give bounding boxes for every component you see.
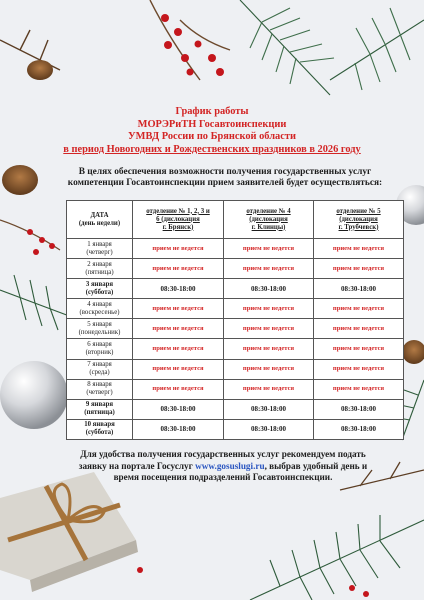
cell-date-day: 8 января [87, 381, 112, 389]
header-date [67, 201, 133, 239]
cell-date-weekday: (понедельник) [78, 328, 121, 336]
cell-hours: 08:30-18:00 [133, 279, 224, 299]
title-line: УМВД России по Брянской области [128, 131, 296, 143]
header-line: отделение № 4 [246, 207, 291, 215]
title-line: МОРЭРиТН Госавтоинспекции [137, 118, 287, 130]
pine-cone-icon [2, 165, 38, 195]
table-row [67, 259, 404, 279]
cell-hours: прием не ведется [314, 359, 404, 379]
cell-hours: прием не ведется [314, 299, 404, 319]
cell-hours: прием не ведется [133, 259, 224, 279]
table-row [67, 379, 404, 399]
header-line: отделение № 1, 2, 3 и [146, 207, 210, 215]
cell-date [67, 359, 133, 379]
pine-cone-icon [27, 60, 53, 80]
table-row [67, 359, 404, 379]
cell-hours: прием не ведется [133, 339, 224, 359]
cell-date-day: 2 января [87, 260, 112, 268]
cell-date [67, 239, 133, 259]
cell-date-weekday: (пятница) [84, 409, 115, 417]
cell-hours: 08:30-18:00 [224, 399, 314, 419]
title-period: в период Новогодних и Рождественских праздников в 2026 году [63, 143, 361, 155]
cell-hours: прием не ведется [224, 359, 314, 379]
cell-hours: прием не ведется [224, 259, 314, 279]
cell-hours: 08:30-18:00 [224, 419, 314, 439]
footer-text: , выбрав удобный день и [264, 460, 368, 471]
intro-text [40, 167, 410, 190]
cell-date-weekday: (суббота) [85, 429, 114, 437]
cell-hours: 08:30-18:00 [133, 419, 224, 439]
table-row [67, 319, 404, 339]
cell-date-weekday: (четверг) [86, 248, 113, 256]
header-line: (дислокация [339, 215, 378, 223]
table-row [67, 399, 404, 419]
cell-hours: прием не ведется [133, 299, 224, 319]
cell-hours: прием не ведется [224, 339, 314, 359]
cell-hours: 08:30-18:00 [314, 279, 404, 299]
cell-hours: прием не ведется [224, 379, 314, 399]
cell-hours: прием не ведется [314, 379, 404, 399]
header-dept-1 [133, 201, 224, 239]
cell-date-weekday: (суббота) [85, 288, 114, 296]
header-date-sub: (день недели) [78, 219, 121, 227]
cell-date [67, 319, 133, 339]
footer-note [52, 449, 394, 484]
cell-date-weekday: (вторник) [85, 349, 114, 357]
cell-date-day: 9 января [85, 401, 114, 409]
header-dept-4 [224, 201, 314, 239]
cell-hours: прием не ведется [314, 239, 404, 259]
cell-date [67, 379, 133, 399]
cell-date [67, 399, 133, 419]
cell-hours: 08:30-18:00 [314, 419, 404, 439]
cell-hours: 08:30-18:00 [314, 399, 404, 419]
footer-line [52, 461, 394, 473]
footer-line: время посещения подразделений Госавтоинспекции. [113, 472, 333, 483]
footer-text: заявку на портале Госуслуг [78, 460, 196, 471]
header-line: г. Трубчевск) [338, 223, 379, 231]
cell-date-day: 6 января [87, 341, 112, 349]
cell-date-weekday: (пятница) [85, 268, 114, 276]
cell-hours: прием не ведется [224, 239, 314, 259]
cell-date [67, 419, 133, 439]
cell-date-day: 5 января [87, 320, 112, 328]
cell-hours: прием не ведется [314, 319, 404, 339]
intro-line: компетенции Госавтоинспекции прием заявителей будет осуществляться: [67, 178, 383, 189]
cell-hours: прием не ведется [133, 319, 224, 339]
cell-hours: прием не ведется [133, 359, 224, 379]
table-row [67, 239, 404, 259]
cell-date [67, 339, 133, 359]
cell-date-day: 7 января [87, 361, 112, 369]
table-row [67, 339, 404, 359]
footer-line: Для удобства получения государственных услуг рекомендуем подать [80, 449, 366, 459]
header-line: отделение № 5 [336, 207, 381, 215]
cell-hours: прием не ведется [224, 319, 314, 339]
cell-hours: прием не ведется [224, 299, 314, 319]
cell-date-day: 1 января [87, 240, 112, 248]
cell-hours: прием не ведется [314, 259, 404, 279]
gosuslugi-link[interactable]: www.gosuslugi.ru [195, 460, 265, 471]
cell-date-weekday: (четверг) [86, 389, 113, 397]
cell-date-day: 3 января [85, 280, 114, 288]
table-header-row [67, 201, 404, 239]
cell-date-day: 4 января [87, 300, 112, 308]
header-line: г. Клинцы) [251, 223, 286, 231]
cell-date [67, 259, 133, 279]
cell-date-day: 10 января [84, 421, 115, 429]
page-title [0, 106, 424, 156]
intro-line: В целях обеспечения возможности получения государственных услуг [78, 167, 372, 177]
cell-hours: 08:30-18:00 [224, 279, 314, 299]
ornament-ball-icon [0, 361, 68, 429]
cell-date [67, 299, 133, 319]
cell-hours: прием не ведется [314, 339, 404, 359]
cell-date-weekday: (среда) [89, 369, 110, 377]
cell-hours: 08:30-18:00 [133, 399, 224, 419]
header-dept-5 [314, 201, 404, 239]
header-line: (дислокация [249, 215, 288, 223]
table-row [67, 419, 404, 439]
cell-hours: прием не ведется [133, 379, 224, 399]
cell-hours: прием не ведется [133, 239, 224, 259]
header-date-label: ДАТА [90, 211, 109, 219]
table-row [67, 279, 404, 299]
header-line: 6 (дислокация [156, 215, 200, 223]
header-line: г. Брянск) [162, 223, 194, 231]
cell-date-weekday: (воскресенье) [79, 308, 120, 316]
table-row [67, 299, 404, 319]
cell-date [67, 279, 133, 299]
title-line: График работы [175, 106, 249, 117]
schedule-table [66, 200, 404, 440]
